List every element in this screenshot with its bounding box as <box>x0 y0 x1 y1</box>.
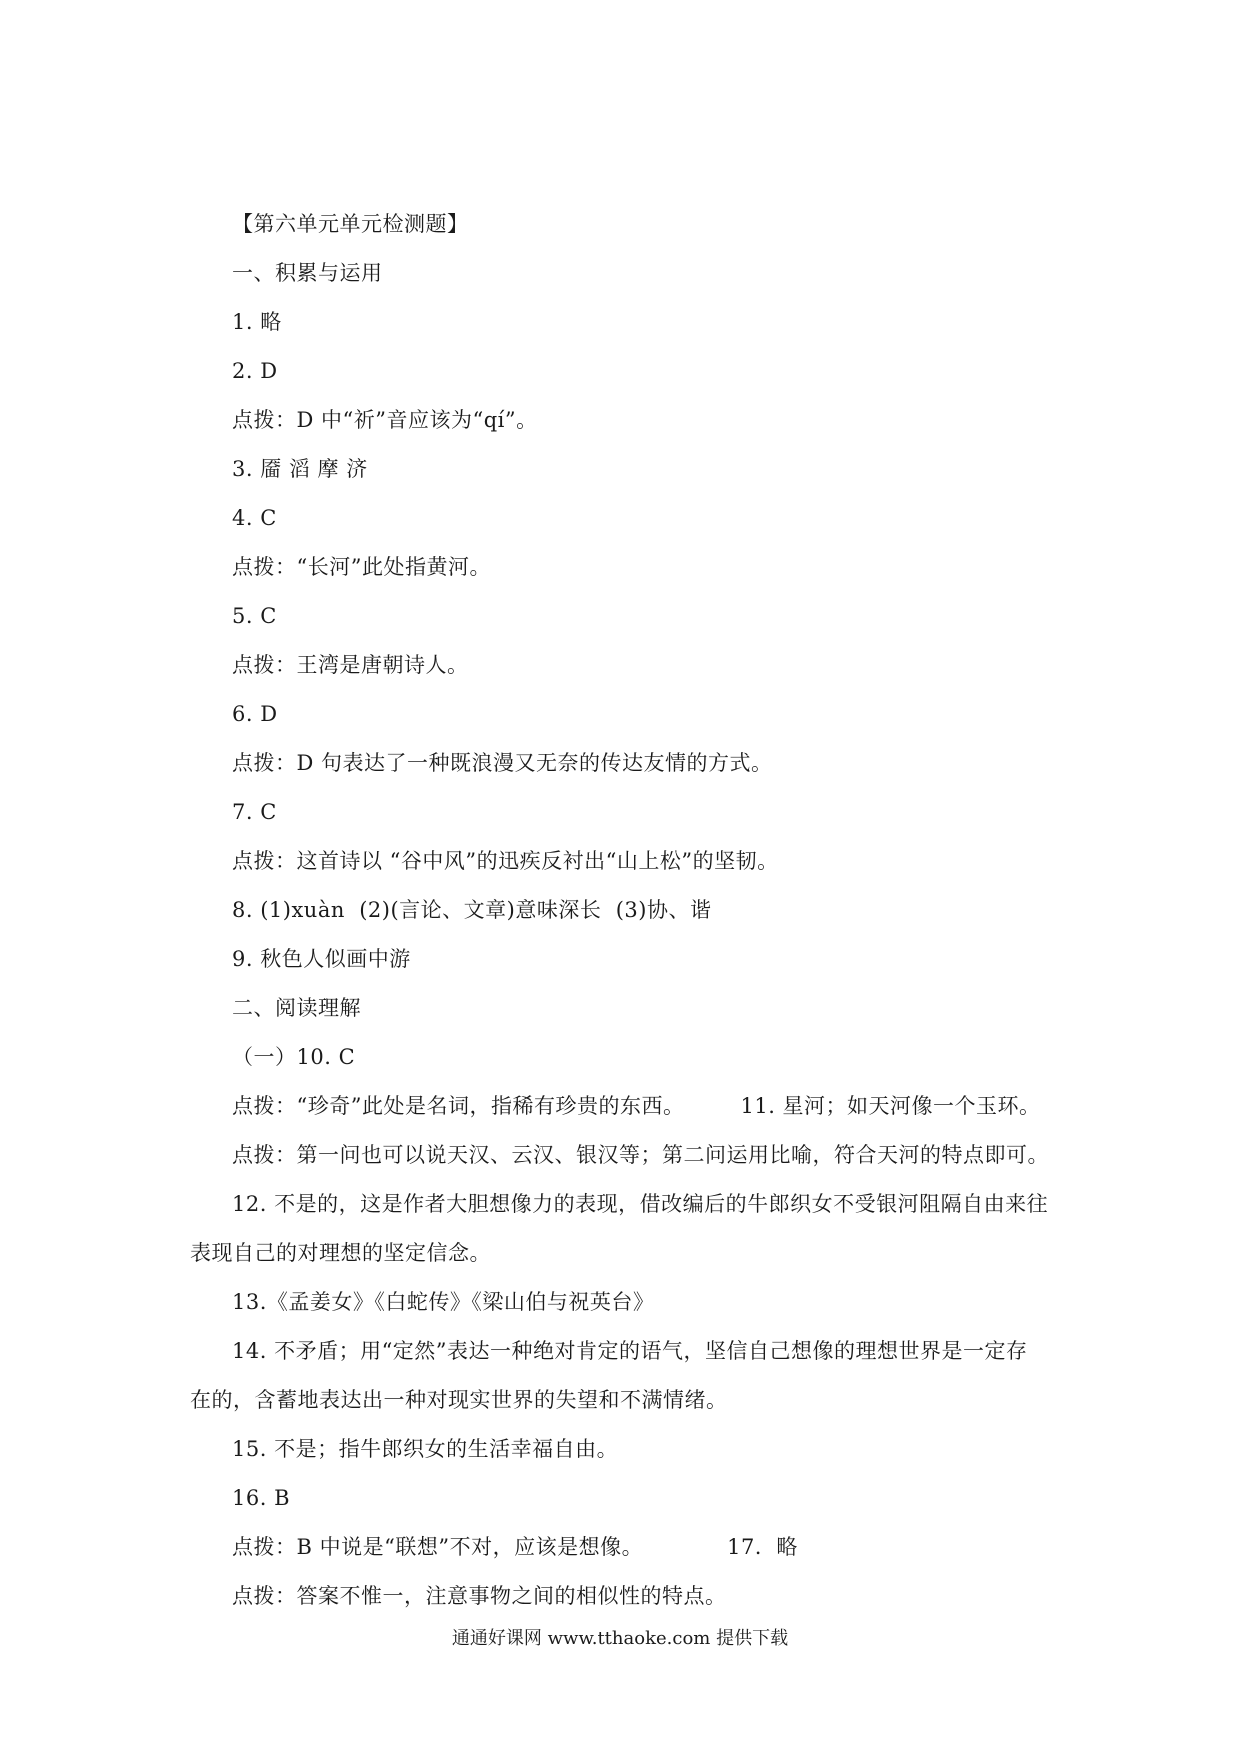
answer-7: 7. C <box>232 800 277 824</box>
answer-14-line-1: 14. 不矛盾；用“定然”表达一种绝对肯定的语气，坚信自己想像的理想世界是一定存 <box>232 1339 1028 1363</box>
answer-17: 17. 略 <box>727 1535 798 1559</box>
answer-3: 3. 靥 滔 摩 济 <box>232 457 368 481</box>
answer-12-line-1: 12. 不是的，这是作者大胆想像力的表现，借改编后的牛郎织女不受银河阻隔自由来往 <box>232 1192 1049 1216</box>
hint-7: 点拨：这首诗以 “谷中风”的迅疾反衬出“山上松”的坚韧。 <box>232 849 779 873</box>
hint-17: 点拨：答案不惟一，注意事物之间的相似性的特点。 <box>232 1584 727 1608</box>
answer-16: 16. B <box>232 1486 291 1510</box>
hint-11: 点拨：第一问也可以说天汉、云汉、银汉等；第二问运用比喻，符合天河的特点即可。 <box>232 1143 1049 1167</box>
answer-1: 1. 略 <box>232 310 282 334</box>
answer-14-line-2: 在的，含蓄地表达出一种对现实世界的失望和不满情绪。 <box>190 1388 728 1412</box>
answer-12-line-2: 表现自己的对理想的坚定信念。 <box>190 1241 491 1265</box>
answer-10: （一）10. C <box>232 1045 356 1069</box>
hint-16-answer-17 <box>232 1533 798 1561</box>
hint-5: 点拨：王湾是唐朝诗人。 <box>232 653 469 677</box>
answer-8: 8. (1)xuàn (2)(言论、文章)意味深长 (3)协、谐 <box>232 898 712 922</box>
answer-11: 11. 星河；如天河像一个玉环。 <box>740 1094 1041 1118</box>
page-footer: 通通好课网 www.tthaoke.com 提供下载 <box>451 1628 789 1649</box>
answer-4: 4. C <box>232 506 277 530</box>
page-title: 【第六单元单元检测题】 <box>232 212 469 236</box>
answer-13: 13.《孟姜女》《白蛇传》《梁山伯与祝英台》 <box>232 1290 655 1314</box>
answer-6: 6. D <box>232 702 278 726</box>
hint-16: 点拨：B 中说是“联想”不对，应该是想像。 <box>232 1535 644 1559</box>
hint-10: 点拨：“珍奇”此处是名词，指稀有珍贵的东西。 <box>232 1094 685 1118</box>
answer-5: 5. C <box>232 604 277 628</box>
hint-2: 点拨：D 中“祈”音应该为“qí”。 <box>232 408 538 432</box>
section-heading-1: 一、积累与运用 <box>232 261 383 285</box>
hint-4: 点拨：“长河”此处指黄河。 <box>232 555 491 579</box>
section-heading-2: 二、阅读理解 <box>232 996 361 1020</box>
answer-9: 9. 秋色人似画中游 <box>232 947 411 971</box>
hint-10-answer-11 <box>232 1092 1041 1120</box>
answer-15: 15. 不是；指牛郎织女的生活幸福自由。 <box>232 1437 619 1461</box>
hint-6: 点拨：D 句表达了一种既浪漫又无奈的传达友情的方式。 <box>232 751 773 775</box>
answer-2: 2. D <box>232 359 278 383</box>
